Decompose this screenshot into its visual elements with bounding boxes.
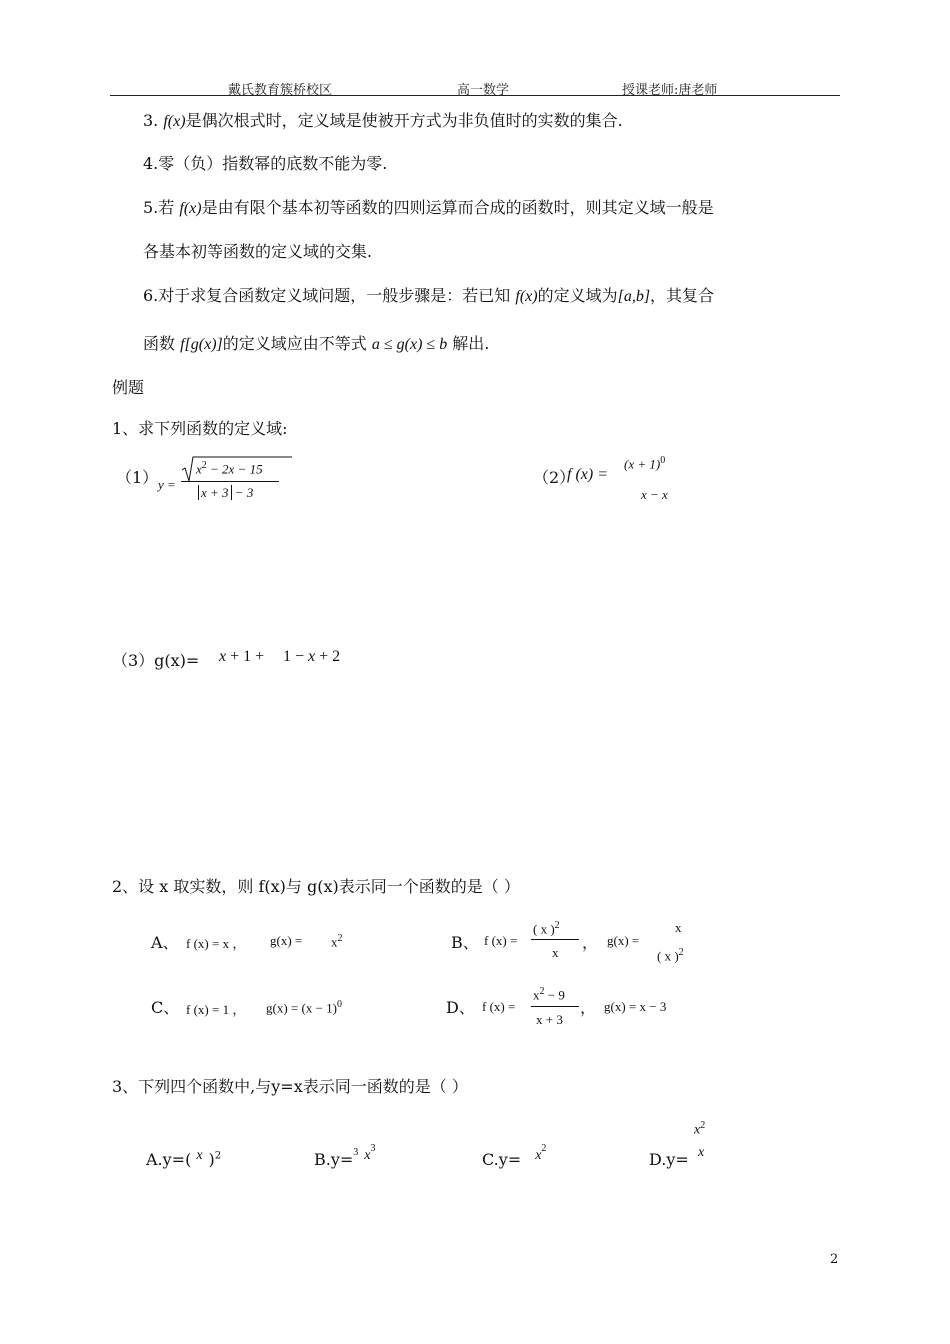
q1-part2-numerator [624,455,665,472]
header-subject: 高一数学 [457,83,510,98]
rule-6-interval: [a,b] [617,288,651,305]
q3-option-a-close: ) [208,1150,215,1169]
rule-6-fx: f(x) [515,288,538,305]
rule-5-cont: 各基本初等函数的定义域的交集. [143,242,373,261]
q2-option-b-g-denominator [657,947,684,964]
rule-6-mid: 的定义域为 [537,286,618,305]
q1-part2-label: （2） [533,468,576,487]
rule-4: 4.零（负）指数幂的底数不能为零. [143,154,388,173]
q1-part2-num-sup: 0 [660,455,666,466]
q2-option-b-f-numerator [533,920,560,937]
rule-6-cont-num: 函数 [143,334,176,353]
q2-option-d-f-num-rest: − 9 [544,987,565,1003]
q2-option-d-f-denominator: x + 3 [536,1012,563,1027]
header-teacher: 授课老师:唐老师 [622,83,718,98]
q3-option-b-label: B.y= [314,1150,354,1169]
rule-6-cont-text: 解出. [452,334,490,353]
q1-part1-radicand-rest: − 2x − 15 [206,461,263,477]
q2-option-d-f-lhs: f (x) = [482,999,516,1014]
q2-option-a-f: f (x) = x ， [186,936,246,951]
q2-option-b-g-den: ( x ) [657,948,679,964]
q2-option-b-f-lhs: f (x) = [484,933,518,948]
q2-option-a-g-x: x [331,934,338,950]
q3-option-a-sup: 2 [214,1150,222,1162]
q2-option-d-f-num-sup: 2 [539,986,545,997]
q2-option-b-label: B、 [451,933,479,952]
q2-option-d-f-bar [531,1006,579,1007]
q3-option-c-label: C.y= [482,1150,522,1169]
q2-option-a-g: g(x) = [270,933,303,948]
q2-option-b-g-numerator: x [675,920,682,935]
q2-option-c-f: f (x) = 1 ， [186,1002,246,1017]
q3-title: 3、下列四个函数中,与y=x表示同一函数的是（ ） [112,1077,468,1096]
q1-part3-term-b: 1 − x + 2 [283,648,341,665]
q2-option-b-f-bar [531,939,579,940]
q2-option-d-comma: ， [580,998,597,1017]
rule-6-cont-mid: 的定义域应由不等式 [222,334,367,353]
q1-part1-label: （1） [116,468,159,487]
q2-option-a-g-sup: 2 [337,933,343,944]
q2-option-d-label: D、 [446,998,475,1017]
q1-part1-den-rest: − 3 [231,485,254,500]
q3-option-c-x: x [535,1148,542,1163]
q2-option-c-g-sup: 0 [336,999,342,1010]
rule-6-cont [143,331,489,354]
q2-option-b-g-den-sup: 2 [678,947,684,958]
rule-3-text: 是偶次根式时，定义域是使被开方式为非负值时的实数的集合. [185,111,623,130]
header-rule [110,95,840,96]
q1-part3-label: （3）g(x)= [112,651,200,670]
rule-6-num: 6.对于求复合函数定义域问题，一般步骤是：若已知 [143,286,511,305]
q2-option-d-g: g(x) = x − 3 [604,999,667,1014]
q2-option-a-g-value [331,933,343,950]
q2-option-a-label: A、 [151,933,179,952]
q1-part2-denominator: x − x [641,487,668,502]
q3-option-d-num-sup: 2 [700,1120,706,1131]
q1-part1-numerator [196,460,263,477]
q3-option-d-num-x: x [694,1122,701,1138]
header-school: 戴氏教育簇桥校区 [228,83,333,98]
rule-5-fx: f(x) [179,200,202,217]
q3-option-b-sup: 3 [370,1142,376,1154]
section-title: 例题 [112,378,145,397]
q2-option-b-comma: ， [582,933,599,952]
q3-option-d-denominator: x [698,1145,705,1160]
rule-6-cont-fx: f[g(x)] [180,336,223,353]
q1-part1-fraction-bar [181,481,279,482]
q1-part1-radicand-x: x [196,461,202,477]
q2-title: 2、设 x 取实数，则 f(x)与 g(x)表示同一个函数的是（ ） [112,877,520,896]
rule-3 [143,108,623,131]
q3-option-b [314,1142,376,1170]
q1-part1-radicand-sup: 2 [201,460,207,471]
rule-5-text: 是由有限个基本初等函数的四则运算而合成的函数时，则其定义域一般是 [201,198,714,217]
rule-5 [143,195,714,218]
q3-option-a-label: A.y=( [146,1150,192,1169]
q2-option-b-f-num: ( x ) [533,921,555,937]
q1-part3-term-a: x + 1 + [219,648,265,665]
q2-option-d-f-numerator [533,986,565,1003]
q2-option-c-g [266,999,342,1016]
q2-option-c-label: C、 [151,998,180,1017]
rule-6 [143,283,714,306]
rule-3-num: 3. [143,111,159,130]
q3-option-c [482,1142,547,1170]
q3-option-c-sup: 2 [541,1142,547,1154]
q3-option-b-index: 3 [353,1146,359,1158]
sqrt-symbol-icon [182,456,194,484]
q1-part1-lhs: y = [158,477,176,492]
q1-part2-lhs: f (x) = [567,466,608,483]
q2-option-b-f-num-sup: 2 [554,920,560,931]
q2-option-d-f-num-x: x [533,987,540,1003]
q2-option-c-g-expr: g(x) = (x − 1) [266,1000,337,1016]
q1-part1-abs: x + 3 [198,485,232,500]
q3-option-d-numerator [694,1120,705,1139]
q3-option-a-x: x [196,1148,203,1163]
rule-5-num: 5.若 [143,198,175,217]
q3-option-b-x: x [364,1148,371,1163]
q3-option-a [146,1150,221,1170]
rule-6-text: ，其复合 [650,286,715,305]
q1-part2-num: (x + 1) [624,456,661,472]
rule-6-cont-ineq: a ≤ g(x) ≤ b [371,336,448,353]
q1-title: 1、求下列函数的定义域: [112,419,288,438]
q3-option-d-label: D.y= [649,1150,689,1169]
q2-option-b-f-denominator: x [552,945,559,960]
q2-option-b-g-lhs: g(x) = [607,933,640,948]
page-number: 2 [830,1252,839,1267]
q1-part1-denominator [198,485,253,501]
rule-3-fx: f(x) [163,113,186,130]
